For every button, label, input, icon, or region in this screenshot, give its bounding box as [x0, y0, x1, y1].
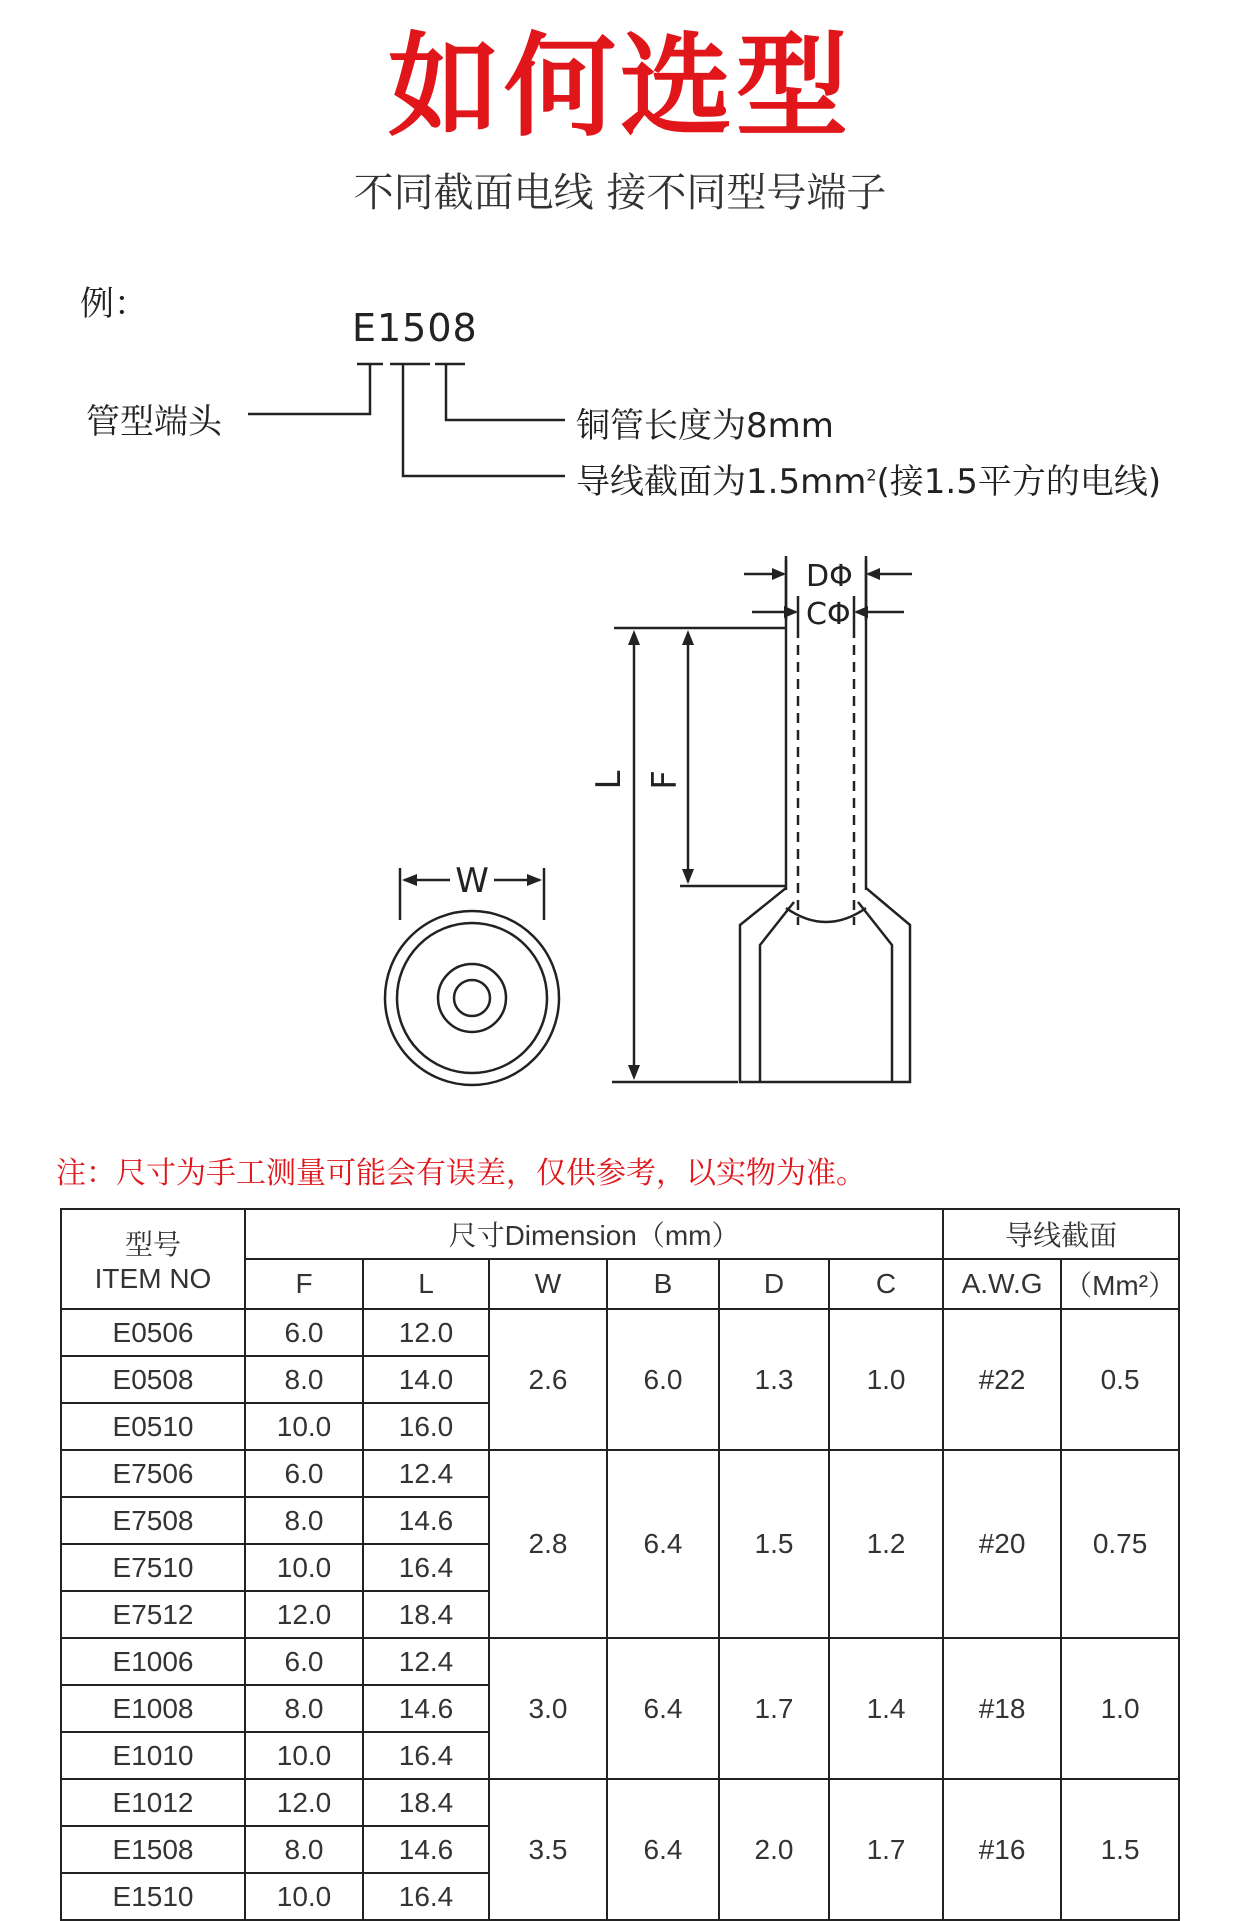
cell-l: 12.4: [363, 1450, 489, 1497]
cell-item: E0508: [61, 1356, 245, 1403]
header-model-cn: 型号: [124, 1229, 181, 1260]
cell-item: E7508: [61, 1497, 245, 1544]
cell-f: 8.0: [245, 1826, 363, 1873]
page-title: 如何选型: [388, 22, 852, 152]
end-view-tube-circle: [454, 980, 490, 1016]
table-row: [61, 1779, 1179, 1826]
end-view-inner-circle: [397, 923, 547, 1073]
cell-l: 12.0: [363, 1309, 489, 1356]
table-row: [61, 1638, 1179, 1685]
cell-mm2: 0.5: [1061, 1309, 1179, 1450]
cell-item: E1006: [61, 1638, 245, 1685]
cell-c: 1.2: [829, 1450, 943, 1638]
cell-item: E7506: [61, 1450, 245, 1497]
header-dimension: 尺寸Dimension（mm）: [245, 1209, 943, 1259]
cell-b: 6.4: [607, 1638, 719, 1779]
cell-f: 6.0: [245, 1450, 363, 1497]
cell-f: 10.0: [245, 1873, 363, 1920]
cell-item: E1008: [61, 1685, 245, 1732]
header-col-f: F: [245, 1259, 363, 1309]
cell-l: 14.6: [363, 1685, 489, 1732]
cell-w: 3.0: [489, 1638, 607, 1779]
cell-l: 16.4: [363, 1544, 489, 1591]
table-row: [61, 1309, 1179, 1356]
cell-c: 1.0: [829, 1309, 943, 1450]
cell-b: 6.0: [607, 1309, 719, 1450]
header-col-w: W: [489, 1259, 607, 1309]
table-row: [61, 1450, 1179, 1497]
cell-l: 16.4: [363, 1732, 489, 1779]
cell-l: 18.4: [363, 1779, 489, 1826]
cell-c: 1.4: [829, 1638, 943, 1779]
cell-d: 1.5: [719, 1450, 829, 1638]
cell-l: 16.4: [363, 1873, 489, 1920]
page-subtitle: 不同截面电线 接不同型号端子: [353, 170, 887, 216]
cell-f: 10.0: [245, 1544, 363, 1591]
cell-d: 2.0: [719, 1779, 829, 1920]
callout-wire-section-pre: 导线截面为1.5mm: [576, 462, 867, 502]
header-col-d: D: [719, 1259, 829, 1309]
cell-awg: #18: [943, 1638, 1061, 1779]
cell-f: 10.0: [245, 1403, 363, 1450]
cell-l: 14.0: [363, 1356, 489, 1403]
cell-item: E0510: [61, 1403, 245, 1450]
cell-f: 8.0: [245, 1356, 363, 1403]
cell-mm2: 1.5: [1061, 1779, 1179, 1920]
sleeve-inner-left: [760, 902, 794, 1082]
cell-item: E7512: [61, 1591, 245, 1638]
callout-tube-length: 铜管长度为8mm: [576, 406, 834, 446]
header-col-mm2: （Mm²）: [1061, 1259, 1179, 1309]
cell-mm2: 1.0: [1061, 1638, 1179, 1779]
cell-f: 10.0: [245, 1732, 363, 1779]
header-col-awg: A.W.G: [943, 1259, 1061, 1309]
header-model: [61, 1209, 245, 1309]
cell-item: E1010: [61, 1732, 245, 1779]
cell-f: 8.0: [245, 1497, 363, 1544]
label-w: W: [455, 861, 489, 901]
cell-item: E1510: [61, 1873, 245, 1920]
header-wire: 导线截面: [943, 1209, 1179, 1259]
spec-table: [60, 1208, 1180, 1921]
callout-tube-head: 管型端头: [86, 402, 222, 442]
cell-l: 16.0: [363, 1403, 489, 1450]
cell-l: 18.4: [363, 1591, 489, 1638]
cell-d: 1.3: [719, 1309, 829, 1450]
cell-f: 6.0: [245, 1309, 363, 1356]
cell-f: 8.0: [245, 1685, 363, 1732]
callout-line-tube-head: [248, 364, 370, 414]
cell-f: 12.0: [245, 1591, 363, 1638]
cell-awg: #16: [943, 1779, 1061, 1920]
cell-awg: #22: [943, 1309, 1061, 1450]
cell-l: 14.6: [363, 1826, 489, 1873]
example-label: 例：: [80, 284, 148, 324]
end-view-sleeve-circle: [438, 964, 506, 1032]
header-col-l: L: [363, 1259, 489, 1309]
cell-l: 14.6: [363, 1497, 489, 1544]
cell-awg: #20: [943, 1450, 1061, 1638]
cell-f: 12.0: [245, 1779, 363, 1826]
cell-item: E1012: [61, 1779, 245, 1826]
label-c: CΦ: [806, 597, 851, 632]
header-model-en: ITEM NO: [94, 1263, 212, 1294]
label-l: L: [589, 770, 629, 790]
label-f: F: [645, 770, 685, 790]
cell-b: 6.4: [607, 1450, 719, 1638]
sleeve-outer: [740, 888, 910, 1082]
cell-item: E0506: [61, 1309, 245, 1356]
cell-c: 1.7: [829, 1779, 943, 1920]
cell-mm2: 0.75: [1061, 1450, 1179, 1638]
callout-wire-section-post: (接1.5平方的电线): [876, 462, 1162, 502]
end-view-outer-circle: [385, 911, 559, 1085]
label-d: DΦ: [806, 559, 853, 594]
header-col-c: C: [829, 1259, 943, 1309]
cell-d: 1.7: [719, 1638, 829, 1779]
header-col-b: B: [607, 1259, 719, 1309]
cell-w: 2.8: [489, 1450, 607, 1638]
cell-item: E1508: [61, 1826, 245, 1873]
example-code: E1508: [352, 306, 478, 350]
disclaimer-note: 注：尺寸为手工测量可能会有误差，仅供参考，以实物为准。: [56, 1156, 866, 1191]
callout-wire-section-sup: 2: [866, 465, 877, 485]
callout-line-tube-length: [446, 364, 565, 420]
sleeve-inner-right: [858, 902, 892, 1082]
cell-w: 3.5: [489, 1779, 607, 1920]
cell-b: 6.4: [607, 1779, 719, 1920]
cell-f: 6.0: [245, 1638, 363, 1685]
cell-item: E7510: [61, 1544, 245, 1591]
cell-l: 12.4: [363, 1638, 489, 1685]
cell-w: 2.6: [489, 1309, 607, 1450]
